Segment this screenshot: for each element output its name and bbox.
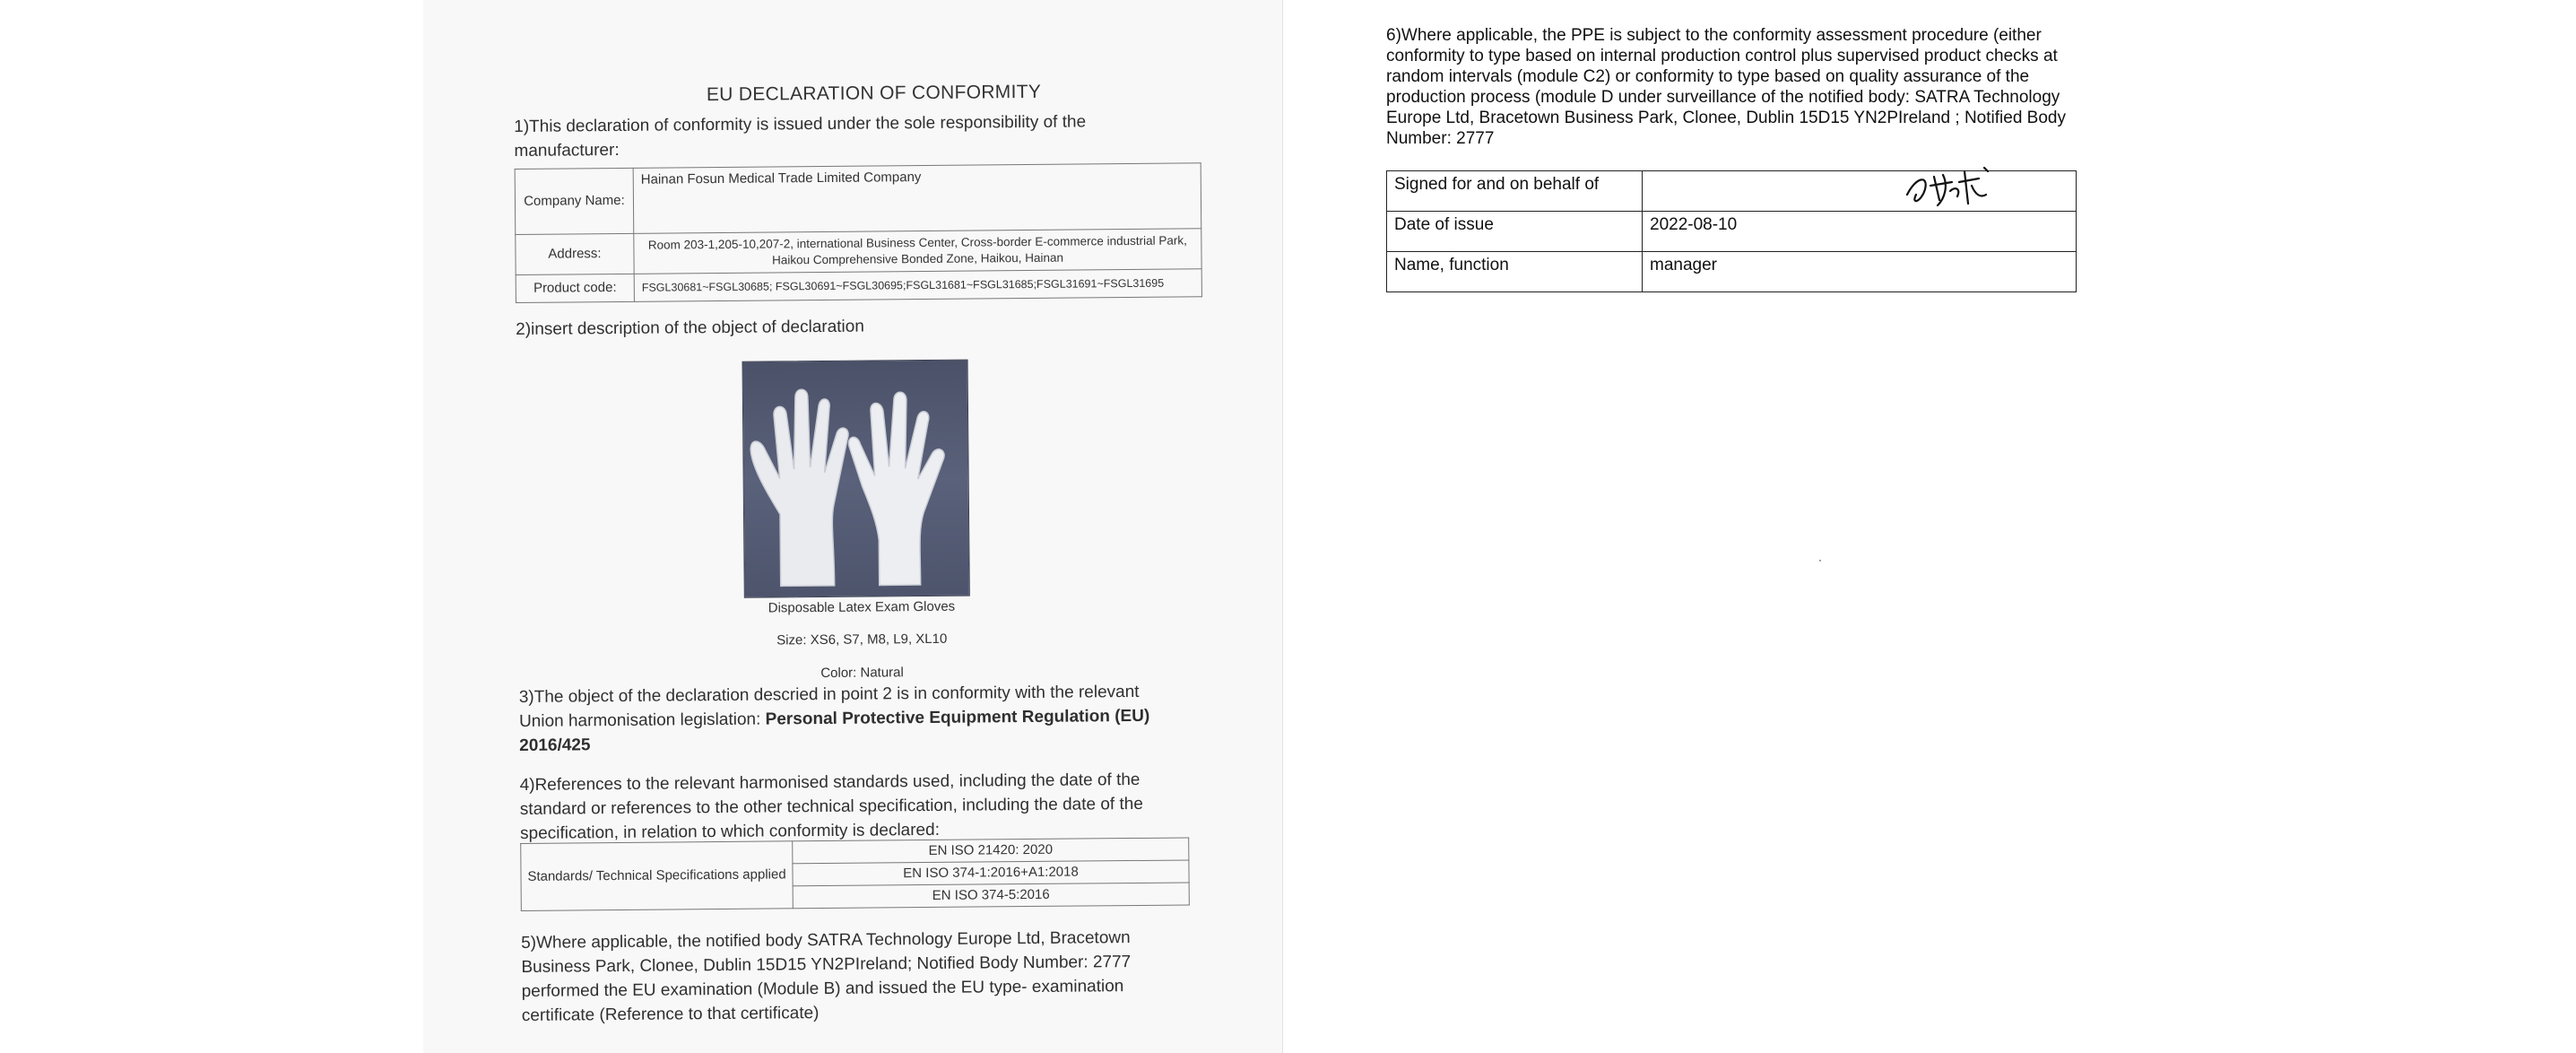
- paragraph-2: 2)insert description of the object of declaration: [516, 317, 864, 339]
- left-glove-shape: [750, 389, 850, 587]
- company-value: Hainan Fosun Medical Trade Limited Company: [633, 163, 1201, 234]
- gloves-illustration: [743, 361, 969, 597]
- regulation-reference: Personal Protective Equipment Regulation (EU) 2016/425: [519, 706, 1150, 755]
- name-function-label: Name, function: [1387, 252, 1643, 292]
- table-row: [516, 229, 1201, 275]
- table-row: [1387, 252, 2077, 292]
- scan-speck: [1819, 560, 1821, 561]
- company-label: Company Name:: [515, 168, 634, 234]
- paragraph-5: 5)Where applicable, the notified body SATRA Technology Europe Ltd, Bracetown Business Park, Clonee, Dublin 15D15 YN2PIreland; Notified Body Number: 2777 performed the EU examination (Module B) and issued the EU type- examination certificate (Reference to that certificate): [521, 928, 1132, 1025]
- date-label: Date of issue: [1387, 212, 1643, 252]
- product-code-label: Product code:: [516, 274, 634, 302]
- standard-item: EN ISO 21420: 2020: [793, 838, 1189, 864]
- right-glove-shape: [848, 392, 945, 586]
- page-left: [423, 0, 1283, 1053]
- signature-cell: [1643, 171, 2077, 212]
- scanned-declaration: [513, 0, 1230, 1053]
- standard-item: EN ISO 374-1:2016+A1:2018: [793, 860, 1189, 886]
- table-row: [1387, 171, 2077, 212]
- paragraph-4: 4)References to the relevant harmonised standards used, including the date of the standard or references to the other technical specification, including the date of the specification, in relation to which conformity is declared:: [519, 770, 1143, 843]
- standard-item: EN ISO 374-5:2016: [793, 883, 1189, 909]
- signed-label: Signed for and on behalf of: [1387, 171, 1643, 212]
- paragraph-3-text: 3)The object of the declaration descried in point 2 is in conformity with the relevant Union harmonisation legislation:: [518, 682, 1140, 731]
- table-row: [515, 163, 1201, 235]
- color-caption: Color: Natural: [820, 665, 904, 682]
- paragraph-6: 6)Where applicable, the PPE is subject to the conformity assessment procedure (either conformity to type based on internal production control plus supervised product checks at random intervals (module C2) or conformity to type based on quality assurance of the production process (module D under surveillance of the notified body: SATRA Technology Europe Ltd, Bracetown Business Park, Clonee, Dublin 15D15 YN2PIreland ; Notified Body Number: 2777: [1386, 26, 2066, 148]
- left-margin: [0, 0, 423, 1053]
- table-row: [516, 269, 1201, 303]
- document-title: EU DECLARATION OF CONFORMITY: [706, 81, 1042, 106]
- date-value: 2022-08-10: [1643, 212, 2077, 252]
- paragraph-1: 1)This declaration of conformity is issued under the sole responsibility of the manufacturer:: [514, 112, 1087, 161]
- name-function-value: manager: [1643, 252, 2077, 292]
- address-label: Address:: [516, 233, 634, 274]
- page-right: [1283, 0, 2576, 1053]
- manufacturer-table: [515, 162, 1202, 303]
- product-caption: Disposable Latex Exam Gloves: [768, 598, 956, 616]
- paragraph-3: [519, 680, 1166, 758]
- handwritten-signature: [1898, 159, 2033, 222]
- signature-table: [1386, 170, 2077, 292]
- gloves-photo: [742, 360, 970, 598]
- product-code-value: FSGL30681~FSGL30685; FSGL30691~FSGL30695;FSGL31681~FSGL31685;FSGL31691~FSGL31695: [634, 269, 1201, 302]
- standards-label: Standards/ Technical Specifications applied: [521, 841, 794, 911]
- size-caption: Size: XS6, S7, M8, L9, XL10: [776, 631, 948, 648]
- standards-table: [520, 837, 1190, 911]
- address-value: Room 203-1,205-10,207-2, international Business Center, Cross-border E-commerce industrial Park, Haikou Comprehensive Bonded Zone, Haikou, Hainan: [634, 229, 1201, 274]
